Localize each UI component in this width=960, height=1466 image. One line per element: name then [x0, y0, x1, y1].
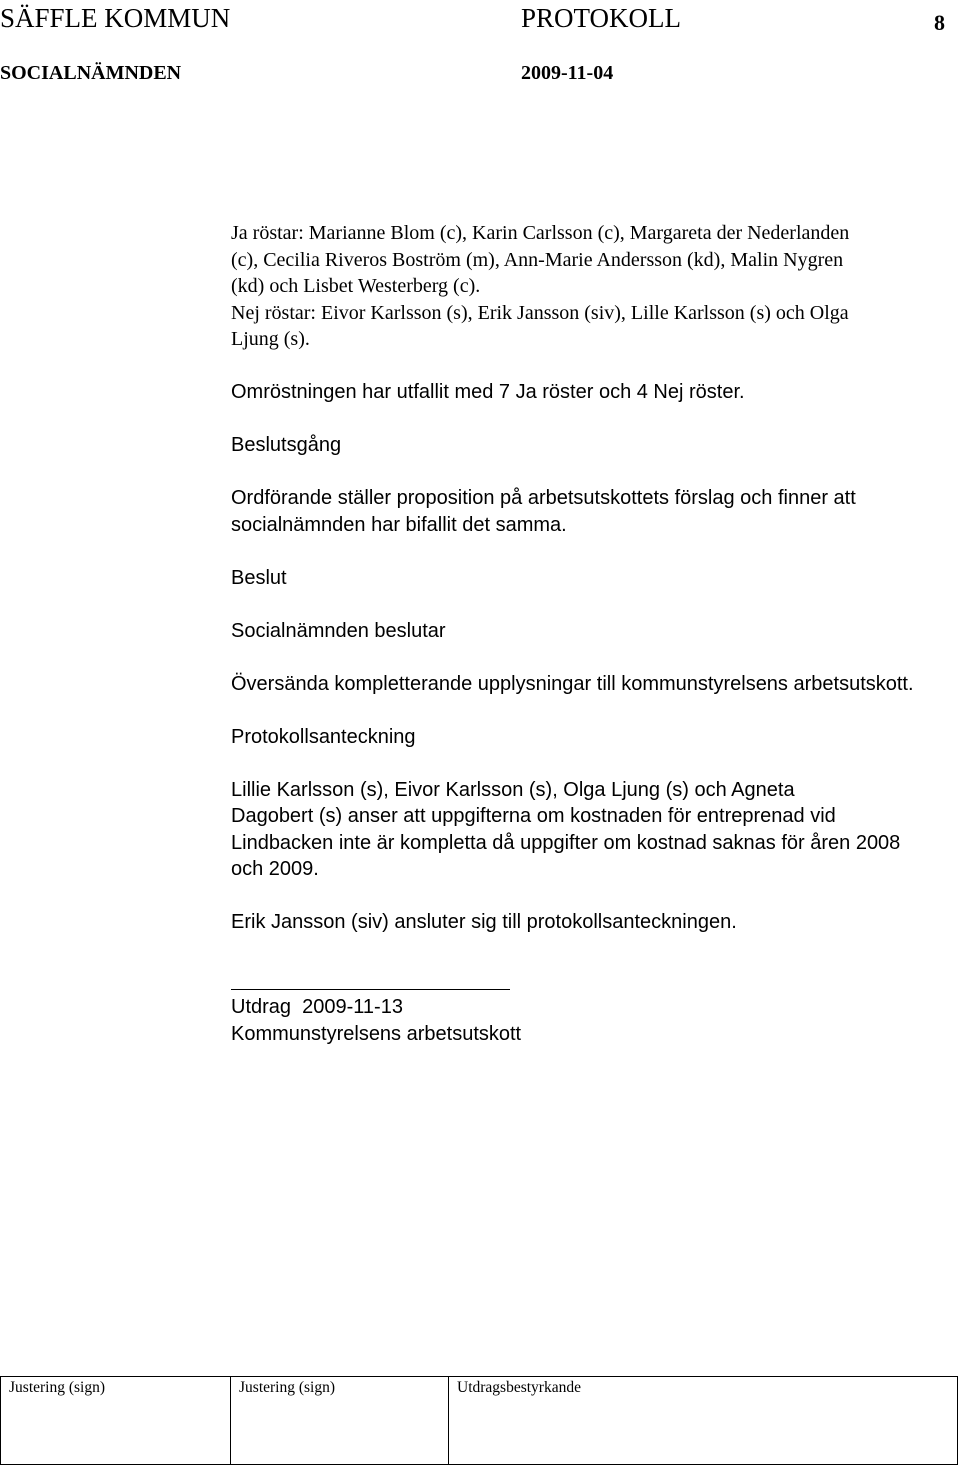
extract-date: Utdrag 2009-11-13 [231, 996, 403, 1018]
heading-protocol-note: Protokollsanteckning [231, 725, 416, 748]
heading-decision: Beslut [231, 566, 287, 589]
signature-label: Justering (sign) [239, 1379, 336, 1396]
extract-block [231, 994, 521, 1048]
municipality-name: SÄFFLE KOMMUN [0, 3, 231, 33]
signature-cell-1 [1, 1377, 231, 1464]
document-body [231, 220, 951, 936]
text-line: Dagobert (s) anser att uppgifterna om kostnaden för entreprenad vid [231, 805, 836, 827]
document-type: PROTOKOLL [521, 3, 682, 33]
separator-line [231, 989, 510, 990]
protocol-note-join: Erik Jansson (siv) ansluter sig till protokollsanteckningen. [231, 911, 737, 933]
vote-no-paragraph [231, 300, 951, 353]
decision-process-paragraph [231, 485, 951, 538]
certification-label: Utdragsbestyrkande [457, 1379, 581, 1396]
protocol-note-paragraph [231, 777, 951, 883]
text-line: Ljung (s). [231, 328, 310, 350]
text-line: Ordförande ställer proposition på arbetsutskottets förslag och finner att [231, 487, 856, 509]
text-line: socialnämnden har bifallit det samma. [231, 513, 567, 536]
decision-text: Översända kompletterande upplysningar till kommunstyrelsens arbetsutskott. [231, 672, 914, 695]
text-line: Lindbacken inte är kompletta då uppgifter om kostnad saknas för åren 2008 [231, 831, 901, 854]
extract-certification-cell [449, 1377, 957, 1464]
page-number: 8 [934, 10, 945, 35]
text-line: och 2009. [231, 858, 319, 880]
extract-recipient: Kommunstyrelsens arbetsutskott [231, 1023, 522, 1045]
committee-name: SOCIALNÄMNDEN [0, 62, 182, 84]
text-line: Ja röstar: Marianne Blom (c), Karin Carlsson (c), Margareta der Nederlanden [231, 222, 850, 244]
signature-footer-table [0, 1376, 958, 1465]
decision-intro: Socialnämnden beslutar [231, 619, 446, 642]
heading-decision-process: Beslutsgång [231, 434, 342, 456]
text-line: Lillie Karlsson (s), Eivor Karlsson (s), Olga Ljung (s) och Agneta [231, 778, 795, 801]
vote-yes-paragraph [231, 220, 951, 300]
page-header [0, 0, 960, 84]
meeting-date: 2009-11-04 [521, 62, 614, 84]
signature-cell-2 [231, 1377, 449, 1464]
text-line: Nej röstar: Eivor Karlsson (s), Erik Jansson (siv), Lille Karlsson (s) och Olga [231, 301, 849, 324]
vote-result: Omröstningen har utfallit med 7 Ja röster och 4 Nej röster. [231, 381, 745, 403]
text-line: (kd) och Lisbet Westerberg (c). [231, 275, 481, 297]
text-line: (c), Cecilia Riveros Boström (m), Ann-Marie Andersson (kd), Malin Nygren [231, 248, 844, 271]
signature-label: Justering (sign) [9, 1379, 106, 1396]
